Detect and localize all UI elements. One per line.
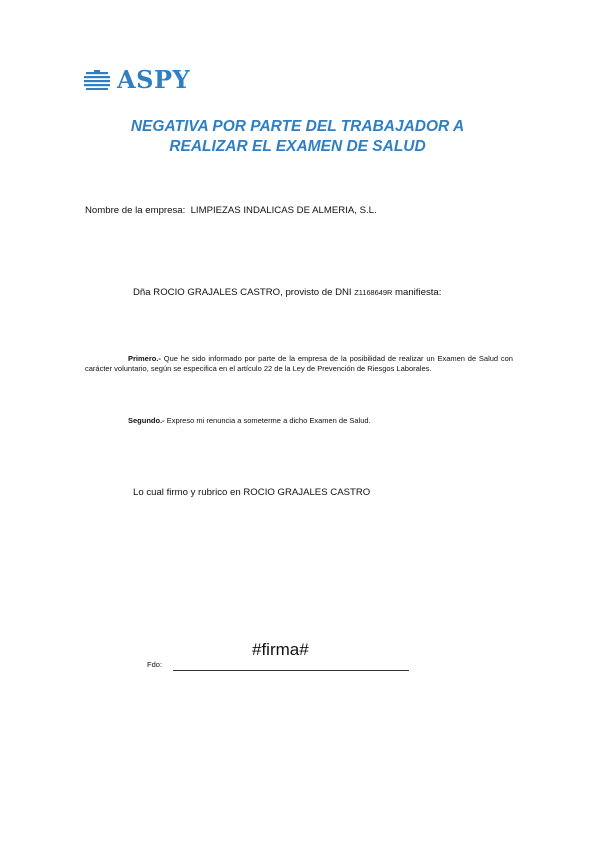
segundo-label: Segundo.- (128, 416, 165, 425)
dni-text: , provisto de DNI (280, 287, 352, 298)
aspy-logo-icon (84, 70, 112, 90)
primero-text: Que he sido informado por parte de la empresa de la posibilidad de realizar un Examen de Salud con carácter voluntario, según se especifica en el artículo 22 de la Ley de Prevención de Riesgos Laborales. (85, 354, 513, 373)
aspy-logo (84, 65, 191, 94)
document-title (0, 117, 595, 157)
declaracion-line (133, 287, 441, 298)
title-line-1: NEGATIVA POR PARTE DEL TRABAJADOR A (130, 118, 465, 135)
empresa-value: LIMPIEZAS INDALICAS DE ALMERIA, S.L. (190, 205, 377, 216)
primero-paragraph (85, 354, 513, 374)
firma-statement: Lo cual firmo y rubrico en ROCIO GRAJALES CASTRO (133, 487, 371, 498)
primero-label: Primero.- (128, 354, 161, 363)
firma-placeholder: #firma# (252, 640, 309, 659)
segundo-text: Expreso mi renuncia a someterme a dicho Examen de Salud. (166, 416, 371, 425)
fdo-label: Fdo: (147, 660, 163, 669)
signature-line (173, 670, 409, 671)
manifiesta-text: manifiesta: (395, 287, 442, 298)
empresa-line (85, 205, 377, 216)
segundo-paragraph (128, 416, 371, 425)
logo-text: ASPY (117, 65, 191, 94)
dni-value: Z1168649R (354, 288, 393, 297)
empresa-label: Nombre de la empresa: (85, 205, 186, 216)
title-line-2: REALIZAR EL EXAMEN DE SALUD (169, 138, 426, 155)
trabajador-name: Dña ROCIO GRAJALES CASTRO (133, 287, 281, 298)
